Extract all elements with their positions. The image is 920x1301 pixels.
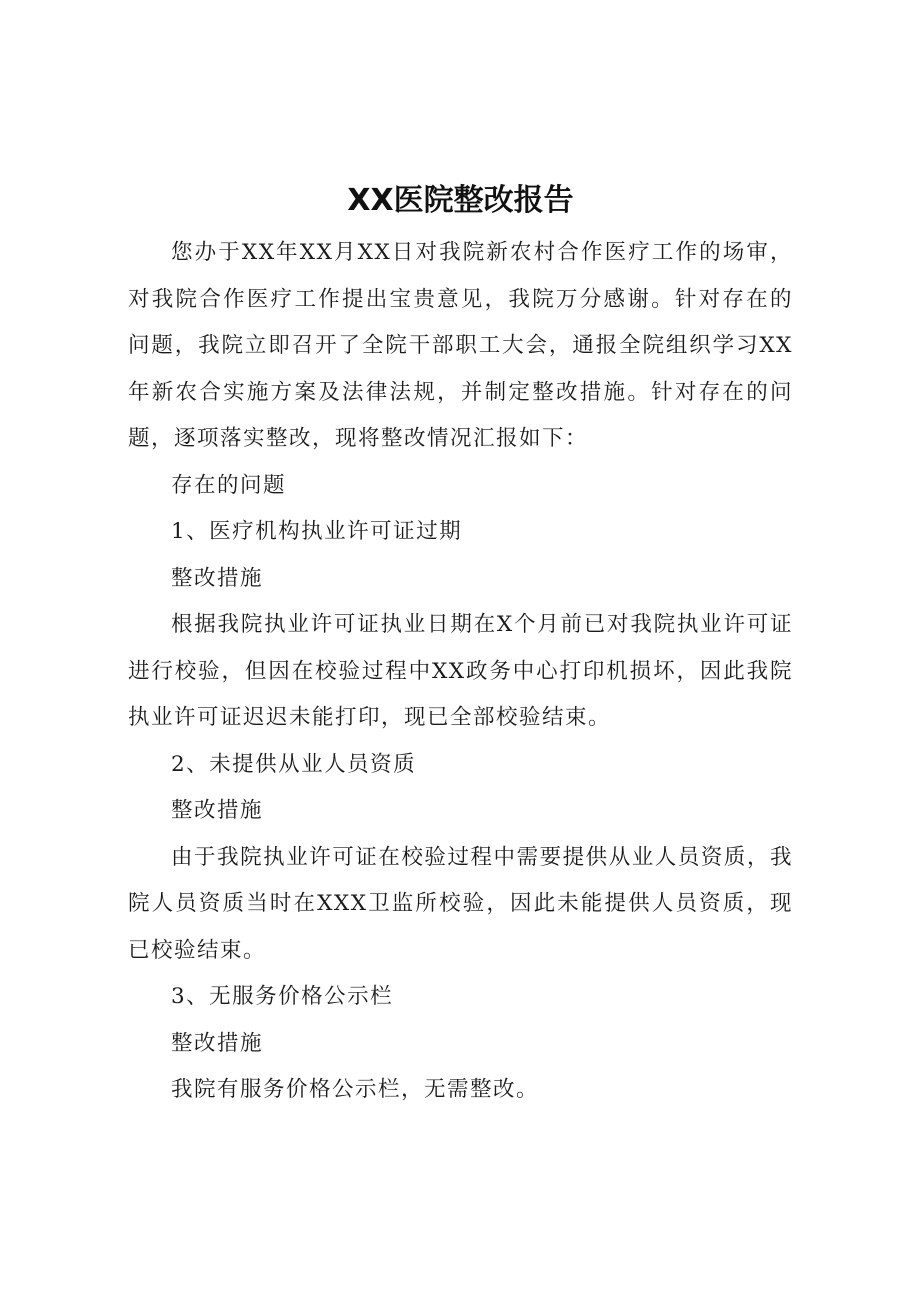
document-title: XX医院整改报告 bbox=[347, 183, 574, 218]
issue-1-measure-heading: 整改措施 bbox=[171, 565, 264, 591]
issue-1-title: 1、医疗机构执业许可证过期 bbox=[171, 519, 463, 544]
intro-paragraph: 您办于XX年XX月XX日对我院新农村合作医疗工作的场审，对我院合作医疗工作提出宝贵意见，我院万分感谢。针对存在的问题，我院立即召开了全院干部职工大会，通报全院组织学习XX年新农合实施方案及法律法规，并制定整改措施。针对存在的问题，逐项落实整改，现将整改情况汇报如下： bbox=[128, 240, 793, 451]
issues-heading: 存在的问题 bbox=[171, 472, 287, 498]
issue-3-measure-heading: 整改措施 bbox=[171, 1030, 264, 1056]
issue-2-measure-heading: 整改措施 bbox=[171, 798, 264, 823]
document-body bbox=[128, 176, 793, 1114]
issue-3-title: 3、无服务价格公示栏 bbox=[171, 984, 394, 1009]
issue-1-measure-text: 根据我院执业许可证执业日期在X个月前已对我院执业许可证进行校验，但因在校验过程中XX政务中心打印机损坏，因此我院执业许可证迟迟未能打印，现已全部校验结束。 bbox=[128, 612, 793, 730]
issue-2-title: 2、未提供从业人员资质 bbox=[171, 751, 417, 777]
issue-3-measure-text: 我院有服务价格公示栏，无需整改。 bbox=[171, 1077, 540, 1102]
issue-2-measure-text: 由于我院执业许可证在校验过程中需要提供从业人员资质，我院人员资质当时在XXX卫监所校验，因此未能提供人员资质，现已校验结束。 bbox=[128, 844, 793, 963]
